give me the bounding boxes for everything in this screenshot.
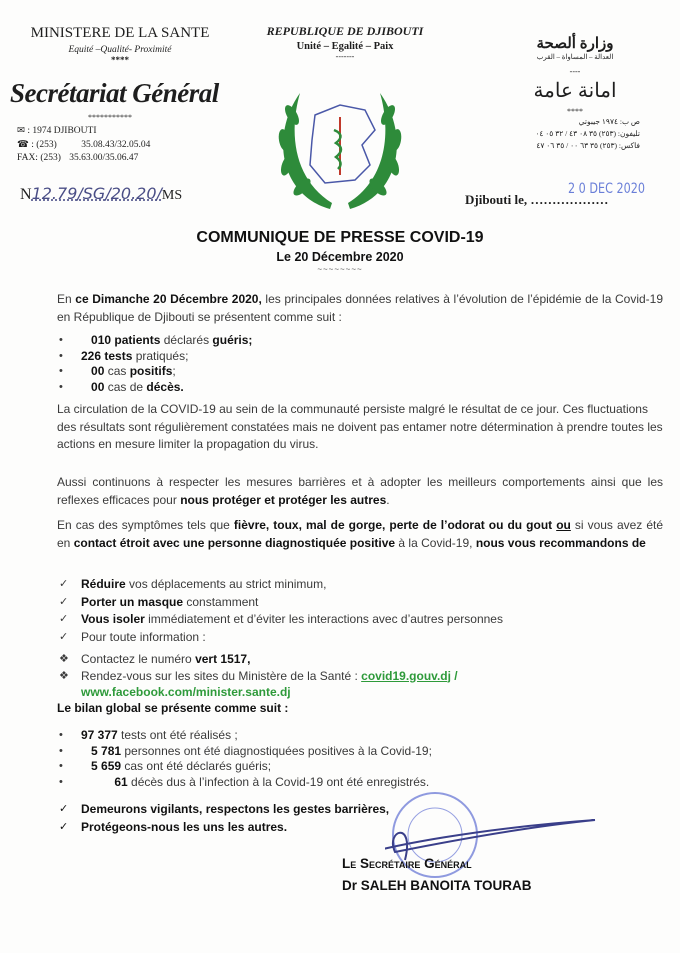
date-stamp: 2 0 DEC 2020 — [568, 181, 645, 197]
contact-arabic — [490, 116, 660, 152]
list-item: ✓ Réduire vos déplacements au strict minimum, — [57, 576, 663, 594]
fax-number: 35.63.00/35.06.47 — [69, 153, 139, 163]
ministry-emblem — [270, 75, 410, 215]
circulation-paragraph: La circulation de la COVID-19 au sein de la communauté persiste malgré le résultat de ce jour. Ces fluctuations des résultats sont régulièrement constatées mais ne doivent pas entamer notre détermination à prendre toutes les actions en mesure limiter la propagation du virus. — [57, 402, 663, 451]
ornament: ~~~~~~~~ — [317, 265, 363, 274]
po-box: : 1974 DJIBOUTI — [27, 126, 97, 136]
separator-dashes: ------- — [335, 52, 355, 61]
list-item: • 226 tests pratiqués; — [59, 348, 189, 363]
mail-icon: ✉ — [17, 126, 25, 136]
list-item: ✓ Pour toute information : — [57, 629, 663, 647]
check-icon: ✓ — [59, 820, 69, 833]
global-stats-list — [57, 728, 663, 790]
list-item: • 5 781 personnes ont été diagnostiquées positives à la Covid-19; — [59, 743, 432, 758]
ref-handwritten: 12.79/SG/20.20/ — [31, 184, 162, 203]
separator-dashes: ---- — [569, 67, 581, 76]
po-box-arabic: ص ب: ١٩٧٤ جيبوتي — [578, 117, 640, 126]
phone-icon: ☎ — [17, 139, 29, 150]
check-icon: ✓ — [59, 613, 69, 625]
daily-stats-list — [57, 333, 663, 395]
djibouti-map-icon — [310, 105, 375, 183]
ref-prefix: N — [20, 186, 32, 203]
list-item: ✓ Vous isoler immédiatement et d’éviter les interactions avec d’autres personnes — [57, 611, 663, 629]
secretariat-arabic: امانة عامة — [533, 80, 617, 102]
diamond-icon: ❖ — [59, 653, 69, 665]
intro-paragraph: En ce Dimanche 20 Décembre 2020, les principales données relatives à l’évolution de l’épidémie de la Covid-19 en République de Djibouti se présentent comme suit : — [57, 292, 663, 324]
ref-suffix: MS — [161, 188, 183, 203]
reference-number — [20, 184, 182, 204]
secretariat-title: Secrétariat Général — [10, 78, 219, 108]
list-item: • 61 décès dus à l’infection à la Covid-19 ont été enregistrés. — [59, 774, 430, 789]
separator-stars: **** — [567, 107, 583, 116]
list-item: ✓ Demeurons vigilants, respectons les gestes barrières, — [57, 801, 663, 819]
list-item: • 010 patients déclarés guéris; — [59, 333, 253, 347]
check-icon: ✓ — [59, 595, 69, 608]
list-item: • 97 377 tests ont été réalisés ; — [59, 728, 238, 742]
serpent-icon — [334, 130, 341, 169]
republic-name: REPUBLIQUE DE DJIBOUTI — [266, 24, 424, 38]
check-icon: ✓ — [59, 803, 69, 815]
recommendations-list — [57, 576, 663, 646]
fax-arabic: فاكس: (٢٥٣) ٣٥ ٦٣ ٠٠ / ٣٥ ٠٦ ٤٧ — [536, 141, 640, 150]
list-item: • 00 cas positifs; — [59, 364, 176, 378]
signatory-name: Dr SALEH BANOITA TOURAB — [342, 878, 532, 893]
ministry-name-arabic: وزارة ألصحة — [536, 36, 614, 52]
separator-stars: *********** — [88, 113, 132, 122]
list-item: ✓ Porter un masque constamment — [57, 594, 663, 612]
list-item: • 00 cas de décès. — [59, 379, 184, 394]
covid-site-link[interactable]: covid19.gouv.dj — [361, 668, 451, 683]
contact-block — [17, 125, 150, 166]
symptoms-paragraph: En cas des symptômes tels que fièvre, toux, mal de gorge, perte de l’odorat ou du gout ou si vous avez été en contact étroit avec une personne diagnostiquée positive à la Covid-19, nous vous recommandons de — [57, 518, 663, 550]
facebook-link[interactable]: www.facebook.com/minister.sante.dj — [81, 685, 291, 699]
letterhead-center — [245, 24, 445, 61]
republic-motto: Unité – Egalité – Paix — [296, 41, 394, 52]
signatory-role: Le Secrétaire Général — [342, 856, 472, 871]
diamond-icon: ❖ — [59, 669, 69, 682]
letterhead-left — [20, 25, 220, 65]
separator-stars: **** — [111, 55, 129, 65]
list-item: ✓ Protégeons-nous les uns les autres. — [57, 819, 663, 837]
place-date-label: Djibouti le, ……………… — [465, 192, 609, 207]
fax-label: FAX: (253) — [17, 153, 61, 163]
motto-arabic: العدالة – المساواة – القرب — [536, 53, 614, 61]
phone-number: 35.08.43/32.05.04 — [81, 139, 151, 150]
list-item: ❖ Contactez le numéro vert 1517, — [59, 652, 251, 666]
check-icon: ✓ — [59, 630, 69, 643]
list-item: • 5 659 cas ont été déclarés guéris; — [59, 759, 272, 773]
check-icon: ✓ — [59, 578, 69, 590]
phone-arabic: تليفون: (٢٥٣) ٣٥ ٠٨ ٤٣ / ٣٢ ٠٥ ٠٤ — [535, 129, 640, 138]
bilan-heading: Le bilan global se présente comme suit : — [57, 701, 289, 715]
press-date: Le 20 Décembre 2020 — [276, 250, 404, 264]
letterhead-right — [490, 34, 660, 152]
contact-list — [57, 651, 663, 701]
ministry-motto: Equité –Qualité- Proximité — [68, 45, 172, 55]
barrier-paragraph: Aussi continuons à respecter les mesures barrières et à adopter les meilleurs comportements ainsi que les reflexes efficaces pour nous protéger et protéger les autres. — [57, 475, 663, 507]
list-item: ❖ Rendez-vous sur les sites du Ministère de la Santé : covid19.gouv.dj / www.facebook.com/minister.sante.dj — [59, 668, 458, 699]
phone-label: : (253) — [31, 139, 57, 150]
ministry-name: MINISTERE DE LA SANTE — [30, 25, 210, 41]
page-title: COMMUNIQUE DE PRESSE COVID-19 — [196, 229, 484, 246]
